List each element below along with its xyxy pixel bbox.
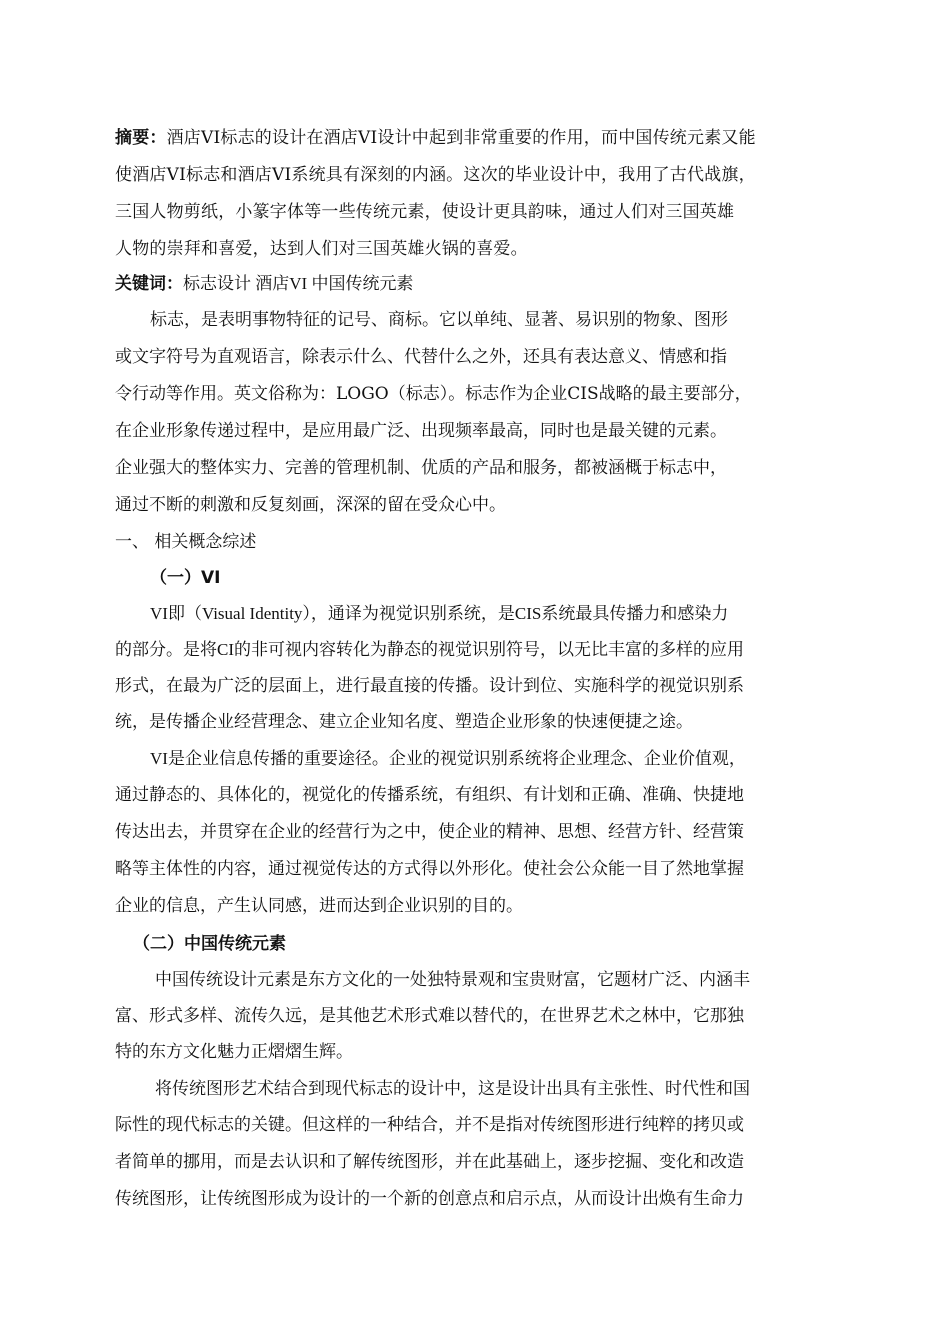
traditional-para1-line-2: 富、形式多样、流传久远，是其他艺术形式难以替代的，在世界艺术之林中，它那独: [115, 1006, 744, 1026]
subsection-traditional-title: （二）中国传统元素: [133, 934, 286, 954]
section-1-title: 一、 相关概念综述: [115, 532, 257, 552]
traditional-para2-line-2: 际性的现代标志的关键。但这样的一种结合，并不是指对传统图形进行纯粹的拷贝或: [115, 1115, 744, 1135]
abstract-label: 摘要：: [115, 128, 167, 148]
keywords-text: 标志设计 酒店VI 中国传统元素: [183, 274, 414, 293]
vi-para2-line-3: 传达出去，并贯穿在企业的经营行为之中，使企业的精神、思想、经营方针、经营策: [115, 822, 744, 841]
vi-para2-line-2: 通过静态的、具体化的，视觉化的传播系统，有组织、有计划和正确、准确、快捷地: [115, 785, 744, 804]
abstract-text-1: 酒店VI标志的设计在酒店VI设计中起到非常重要的作用，而中国传统元素又能: [166, 128, 756, 148]
subsection-vi-title: （一）VI: [150, 568, 221, 588]
abstract-line-4: 人物的崇拜和喜爱，达到人们对三国英雄火锅的喜爱。: [115, 239, 528, 259]
traditional-para2-line-3: 者简单的挪用，而是去认识和了解传统图形，并在此基础上，逐步挖掘、变化和改造: [115, 1152, 744, 1172]
traditional-para1-line-3: 特的东方文化魅力正熠熠生辉。: [115, 1042, 353, 1062]
vi-para1-line-4: 统，是传播企业经营理念、建立企业知名度、塑造企业形象的快速便捷之途。: [115, 712, 693, 731]
abstract-line-1: [115, 126, 756, 150]
abstract-line-3: 三国人物剪纸，小篆字体等一些传统元素，使设计更具韵味，通过人们对三国英雄: [115, 202, 735, 222]
intro-line-5: 企业强大的整体实力、完善的管理机制、优质的产品和服务，都被涵概于标志中，: [115, 458, 727, 478]
vi-para1-line-1: VI即（Visual Identity），通译为视觉识别系统，是CIS系统最具传播力和感染力: [150, 604, 729, 623]
vi-para1-line-2: 的部分。是将CI的非可视内容转化为静态的视觉识别符号，以无比丰富的多样的应用: [115, 640, 744, 659]
traditional-para2-line-4: 传统图形，让传统图形成为设计的一个新的创意点和启示点，从而设计出焕有生命力: [115, 1189, 744, 1209]
intro-line-4: 在企业形象传递过程中，是应用最广泛、出现频率最高，同时也是最关键的元素。: [115, 421, 727, 441]
vi-para2-line-4: 略等主体性的内容，通过视觉传达的方式得以外形化。使社会公众能一目了然地掌握: [115, 859, 744, 878]
intro-line-2: 或文字符号为直观语言，除表示什么、代替什么之外，还具有表达意义、情感和指: [115, 347, 727, 367]
intro-line-3: 令行动等作用。英文俗称为：LOGO（标志）。标志作为企业CIS战略的最主要部分，: [115, 384, 752, 404]
keywords-label: 关键词：: [115, 274, 183, 294]
traditional-para1-line-1: 中国传统设计元素是东方文化的一处独特景观和宝贵财富，它题材广泛、内涵丰: [155, 970, 750, 990]
intro-line-1: 标志，是表明事物特征的记号、商标。它以单纯、显著、易识别的物象、图形: [150, 310, 728, 330]
traditional-para2-line-1: 将传统图形艺术结合到现代标志的设计中，这是设计出具有主张性、时代性和国: [155, 1079, 750, 1099]
vi-para2-line-1: VI是企业信息传播的重要途径。企业的视觉识别系统将企业理念、企业价值观，: [150, 749, 746, 768]
intro-line-6: 通过不断的刺激和反复刻画，深深的留在受众心中。: [115, 495, 506, 515]
vi-para1-line-3: 形式，在最为广泛的层面上，进行最直接的传播。设计到位、实施科学的视觉识别系: [115, 676, 744, 695]
keywords-line: [115, 272, 413, 296]
abstract-line-2: 使酒店VI标志和酒店VI系统具有深刻的内涵。这次的毕业设计中，我用了古代战旗，: [115, 165, 756, 185]
vi-para2-line-5: 企业的信息，产生认同感，进而达到企业识别的目的。: [115, 896, 523, 915]
